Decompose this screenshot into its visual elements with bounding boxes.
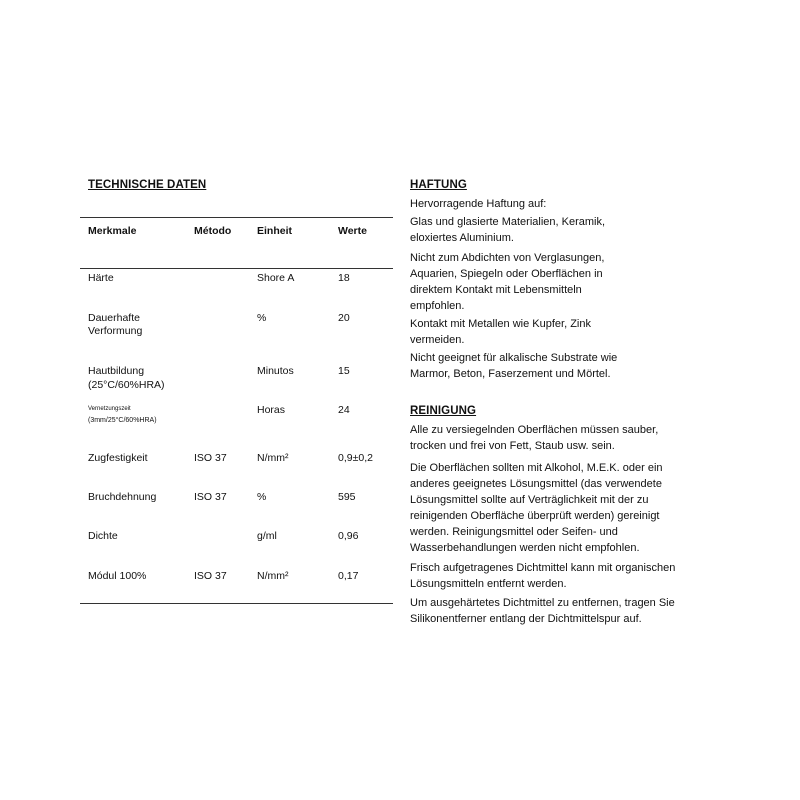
row-method: ISO 37 bbox=[194, 452, 227, 464]
header-werte: Werte bbox=[338, 225, 367, 237]
row-unit: N/mm² bbox=[257, 570, 289, 582]
row-value: 595 bbox=[338, 491, 356, 503]
row-name-line2: (3mm/25°C/60%HRA) bbox=[88, 417, 157, 424]
haftung-paragraph: Nicht geeignet für alkalische Substrate wie Marmor, Beton, Faserzement und Mörtel. bbox=[410, 352, 618, 380]
row-name: Zugfestigkeit bbox=[88, 452, 148, 464]
row-unit: g/ml bbox=[257, 530, 277, 542]
haftung-paragraph: Nicht zum Abdichten von Verglasungen, Aquarien, Spiegeln oder Oberflächen in direktem Kontakt mit Lebensmitteln empfohlen. bbox=[410, 252, 605, 312]
reinigung-paragraph: Frisch aufgetragenes Dichtmittel kann mit organischen Lösungsmitteln entfernt werden. bbox=[410, 562, 676, 590]
row-value: 15 bbox=[338, 365, 350, 377]
haftung-paragraph: Kontakt mit Metallen wie Kupfer, Zink vermeiden. bbox=[410, 318, 591, 346]
row-unit: % bbox=[257, 312, 267, 324]
header-metodo: Método bbox=[194, 225, 232, 237]
row-name-line1: Dauerhafte bbox=[88, 312, 140, 324]
row-unit: Minutos bbox=[257, 365, 294, 377]
row-name bbox=[88, 405, 157, 425]
haftung-paragraph: Glas und glasierte Materialien, Keramik, eloxiertes Aluminium. bbox=[410, 216, 606, 244]
reinigung-paragraph: Um ausgehärtetes Dichtmittel zu entfernen, tragen Sie Silikonentferner entlang der Dichtmittelspur auf. bbox=[410, 597, 675, 625]
table-top-rule bbox=[80, 217, 393, 218]
reinigung-title: REINIGUNG bbox=[410, 405, 477, 417]
reinigung-paragraph: Die Oberflächen sollten mit Alkohol, M.E.K. oder ein anderes geeignetes Lösungsmittel (das verwendete Lösungsmittel sollte auf Verträglichkeit mit der zu reinigenden Oberfläche überprüft werden) gereinigt werden. Reinigungsmittel oder Seifen- und Wasserbehandlungen werden nicht empfohlen. bbox=[410, 462, 663, 554]
header-einheit: Einheit bbox=[257, 225, 293, 237]
row-method: ISO 37 bbox=[194, 570, 227, 582]
row-value: 18 bbox=[338, 272, 350, 284]
row-name bbox=[88, 312, 142, 338]
row-method: ISO 37 bbox=[194, 491, 227, 503]
row-name-line1: Vernetzungszeit bbox=[88, 406, 131, 412]
row-value: 20 bbox=[338, 312, 350, 324]
row-value: 24 bbox=[338, 404, 350, 416]
haftung-paragraph: Hervorragende Haftung auf: bbox=[410, 198, 547, 210]
row-name-line2: (25°C/60%HRA) bbox=[88, 379, 165, 391]
row-value: 0,96 bbox=[338, 530, 359, 542]
table-bottom-rule bbox=[80, 603, 393, 604]
haftung-title: HAFTUNG bbox=[410, 179, 467, 191]
row-name-line1: Hautbildung bbox=[88, 365, 145, 377]
row-name: Bruchdehnung bbox=[88, 491, 157, 503]
row-unit: N/mm² bbox=[257, 452, 289, 464]
row-name: Dichte bbox=[88, 530, 118, 542]
row-name: Härte bbox=[88, 272, 114, 284]
row-value: 0,17 bbox=[338, 570, 359, 582]
row-name-line2: Verformung bbox=[88, 325, 143, 337]
reinigung-paragraph: Alle zu versiegelnden Oberflächen müssen sauber, trocken und frei von Fett, Staub usw. sein. bbox=[410, 424, 659, 452]
row-unit: % bbox=[257, 491, 267, 503]
row-unit: Horas bbox=[257, 404, 286, 416]
table-header-rule bbox=[80, 268, 393, 269]
row-name: Módul 100% bbox=[88, 570, 147, 582]
row-name bbox=[88, 365, 165, 392]
header-merkmale: Merkmale bbox=[88, 225, 137, 237]
row-value: 0,9±0,2 bbox=[338, 452, 373, 464]
technical-data-title: TECHNISCHE DATEN bbox=[88, 179, 207, 191]
row-unit: Shore A bbox=[257, 272, 295, 284]
